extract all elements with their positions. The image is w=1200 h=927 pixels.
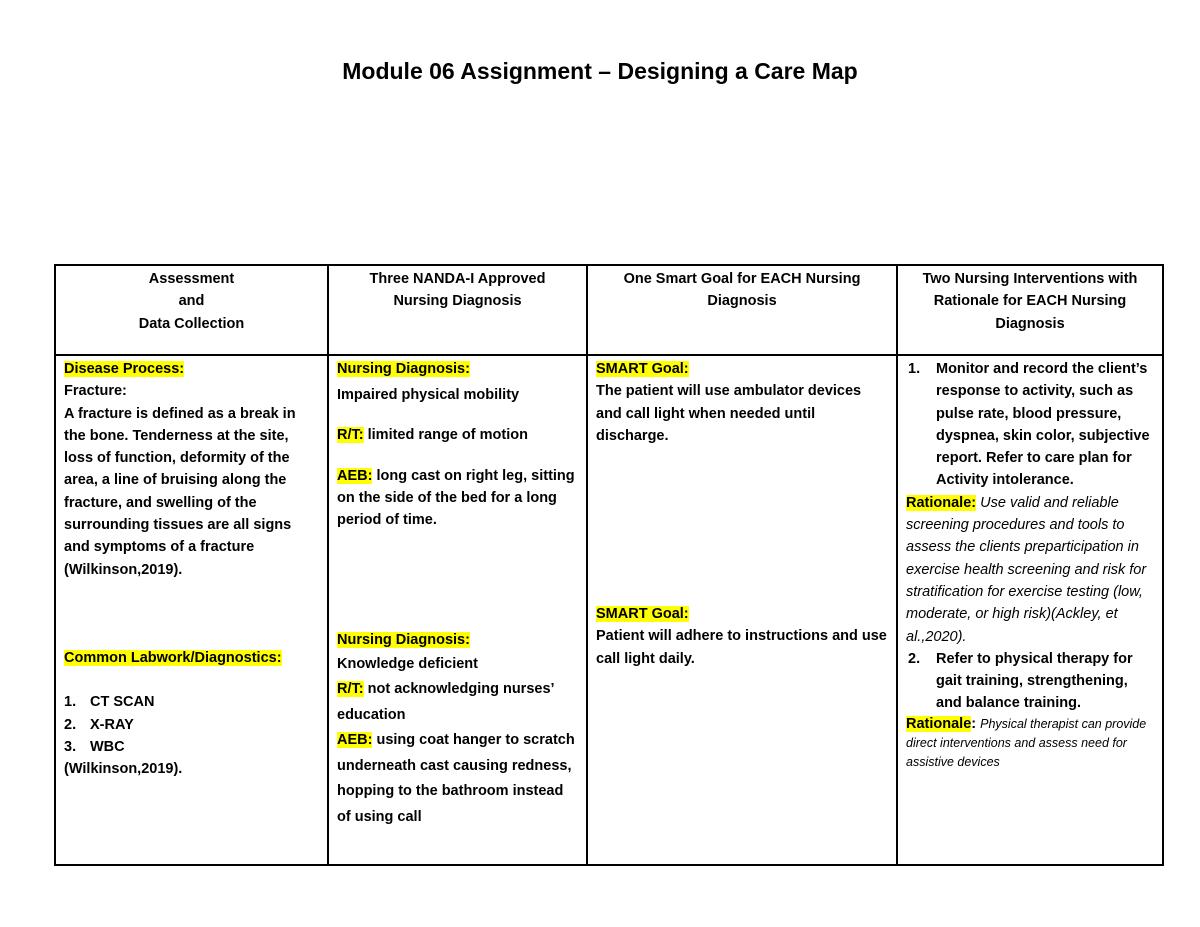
header-line: Data Collection <box>138 315 245 332</box>
diagnosis-1-aeb: long cast on right leg, sitting on the side of the bed for a long period of time. <box>337 467 575 529</box>
labwork-citation: (Wilkinson,2019). <box>64 761 183 778</box>
goal-1-label: SMART Goal: <box>596 361 689 377</box>
header-line: Diagnosis <box>707 293 777 310</box>
diagnosis-2-rt: not acknowledging nurses’ education <box>337 681 554 723</box>
aeb-label: AEB: <box>337 467 373 484</box>
labwork-label: Common Labwork/Diagnostics: <box>64 649 282 666</box>
list-item-text: CT SCAN <box>90 694 155 711</box>
header-line: Nursing Diagnosis <box>393 293 522 310</box>
list-item <box>64 691 319 713</box>
rationale-2-text: Physical therapist can provide direct interventions and assess need for assistive devices <box>906 716 1147 769</box>
rationale-1-text: Use valid and reliable screening procedures and tools to assess the clients preparticipation in exercise health screening and risk for stratification for exercise testing (low, moderate, or high risk)(Ackley, et al.,2020). <box>906 494 1147 645</box>
disease-name: Fracture: <box>64 383 127 400</box>
diagnosis-1-label: Nursing Diagnosis: <box>337 361 470 377</box>
rt-label: R/T: <box>337 427 364 444</box>
assessment-cell <box>55 355 328 865</box>
rt-label: R/T: <box>337 681 364 698</box>
interventions-cell <box>897 355 1163 865</box>
header-line: One Smart Goal for EACH Nursing <box>623 271 861 287</box>
header-diagnosis <box>328 265 587 355</box>
rationale-2-label: Rationale <box>906 715 972 732</box>
list-item <box>908 358 1154 492</box>
header-interventions <box>897 265 1163 355</box>
diagnosis-2-label: Nursing Diagnosis: <box>337 632 470 649</box>
header-assessment <box>55 265 328 355</box>
header-line: Assessment <box>148 271 235 287</box>
page-title: Module 06 Assignment – Designing a Care Map <box>342 58 858 84</box>
list-number: 3. <box>64 738 77 755</box>
disease-process-label: Disease Process: <box>64 361 185 377</box>
labwork-list <box>64 691 319 758</box>
list-item-text: X-RAY <box>90 716 134 733</box>
care-map-table <box>54 264 1164 866</box>
header-line: Rationale for EACH Nursing <box>933 293 1127 310</box>
goals-cell <box>587 355 897 865</box>
interventions-list-1 <box>906 358 1154 492</box>
list-number: 2. <box>64 716 77 733</box>
list-number: 2. <box>908 650 921 667</box>
list-item <box>64 736 319 758</box>
diagnosis-1-text: Impaired physical mobility <box>337 387 520 404</box>
interventions-list-2 <box>906 648 1154 715</box>
diagnosis-1-rt: limited range of motion <box>367 427 528 444</box>
goal-2-label: SMART Goal: <box>596 606 689 623</box>
rationale-1-label: Rationale: <box>906 494 977 511</box>
table-header-row <box>55 265 1163 355</box>
list-item <box>64 714 319 736</box>
intervention-1-text: Monitor and record the client’s response to activity, such as pulse rate, blood pressure, dyspnea, skin color, subjective report. Refer to care plan for Activity intolerance. <box>936 361 1150 489</box>
diagnosis-2-text: Knowledge deficient <box>337 655 478 672</box>
table-body-row <box>55 355 1163 865</box>
goal-1-text: The patient will use ambulator devices and call light when needed until discharge. <box>596 383 862 444</box>
header-line: and <box>178 293 205 310</box>
header-line: Three NANDA-I Approved <box>369 271 546 287</box>
disease-description: A fracture is defined as a break in the bone. Tenderness at the site, loss of function, deformity of the area, a line of bruising along the fracture, and swelling of the surrounding tissues are all signs and symptoms of a fracture (Wilkinson,2019). <box>64 405 296 578</box>
aeb-label: AEB: <box>337 732 373 749</box>
header-line: Diagnosis <box>995 315 1065 332</box>
rationale-2-colon: : <box>971 715 977 732</box>
header-line: Two Nursing Interventions with <box>922 271 1138 287</box>
list-item-text: WBC <box>90 738 125 755</box>
goal-2-text: Patient will adhere to instructions and use call light daily. <box>596 628 887 667</box>
diagnosis-2-aeb: using coat hanger to scratch underneath cast causing redness, hopping to the bathroom instead of using call <box>337 732 575 825</box>
diagnosis-cell <box>328 355 587 865</box>
list-item <box>908 648 1154 715</box>
intervention-2-text: Refer to physical therapy for gait training, strengthening, and balance training. <box>936 650 1133 712</box>
list-number: 1. <box>908 361 921 377</box>
list-number: 1. <box>64 694 77 711</box>
header-goals <box>587 265 897 355</box>
